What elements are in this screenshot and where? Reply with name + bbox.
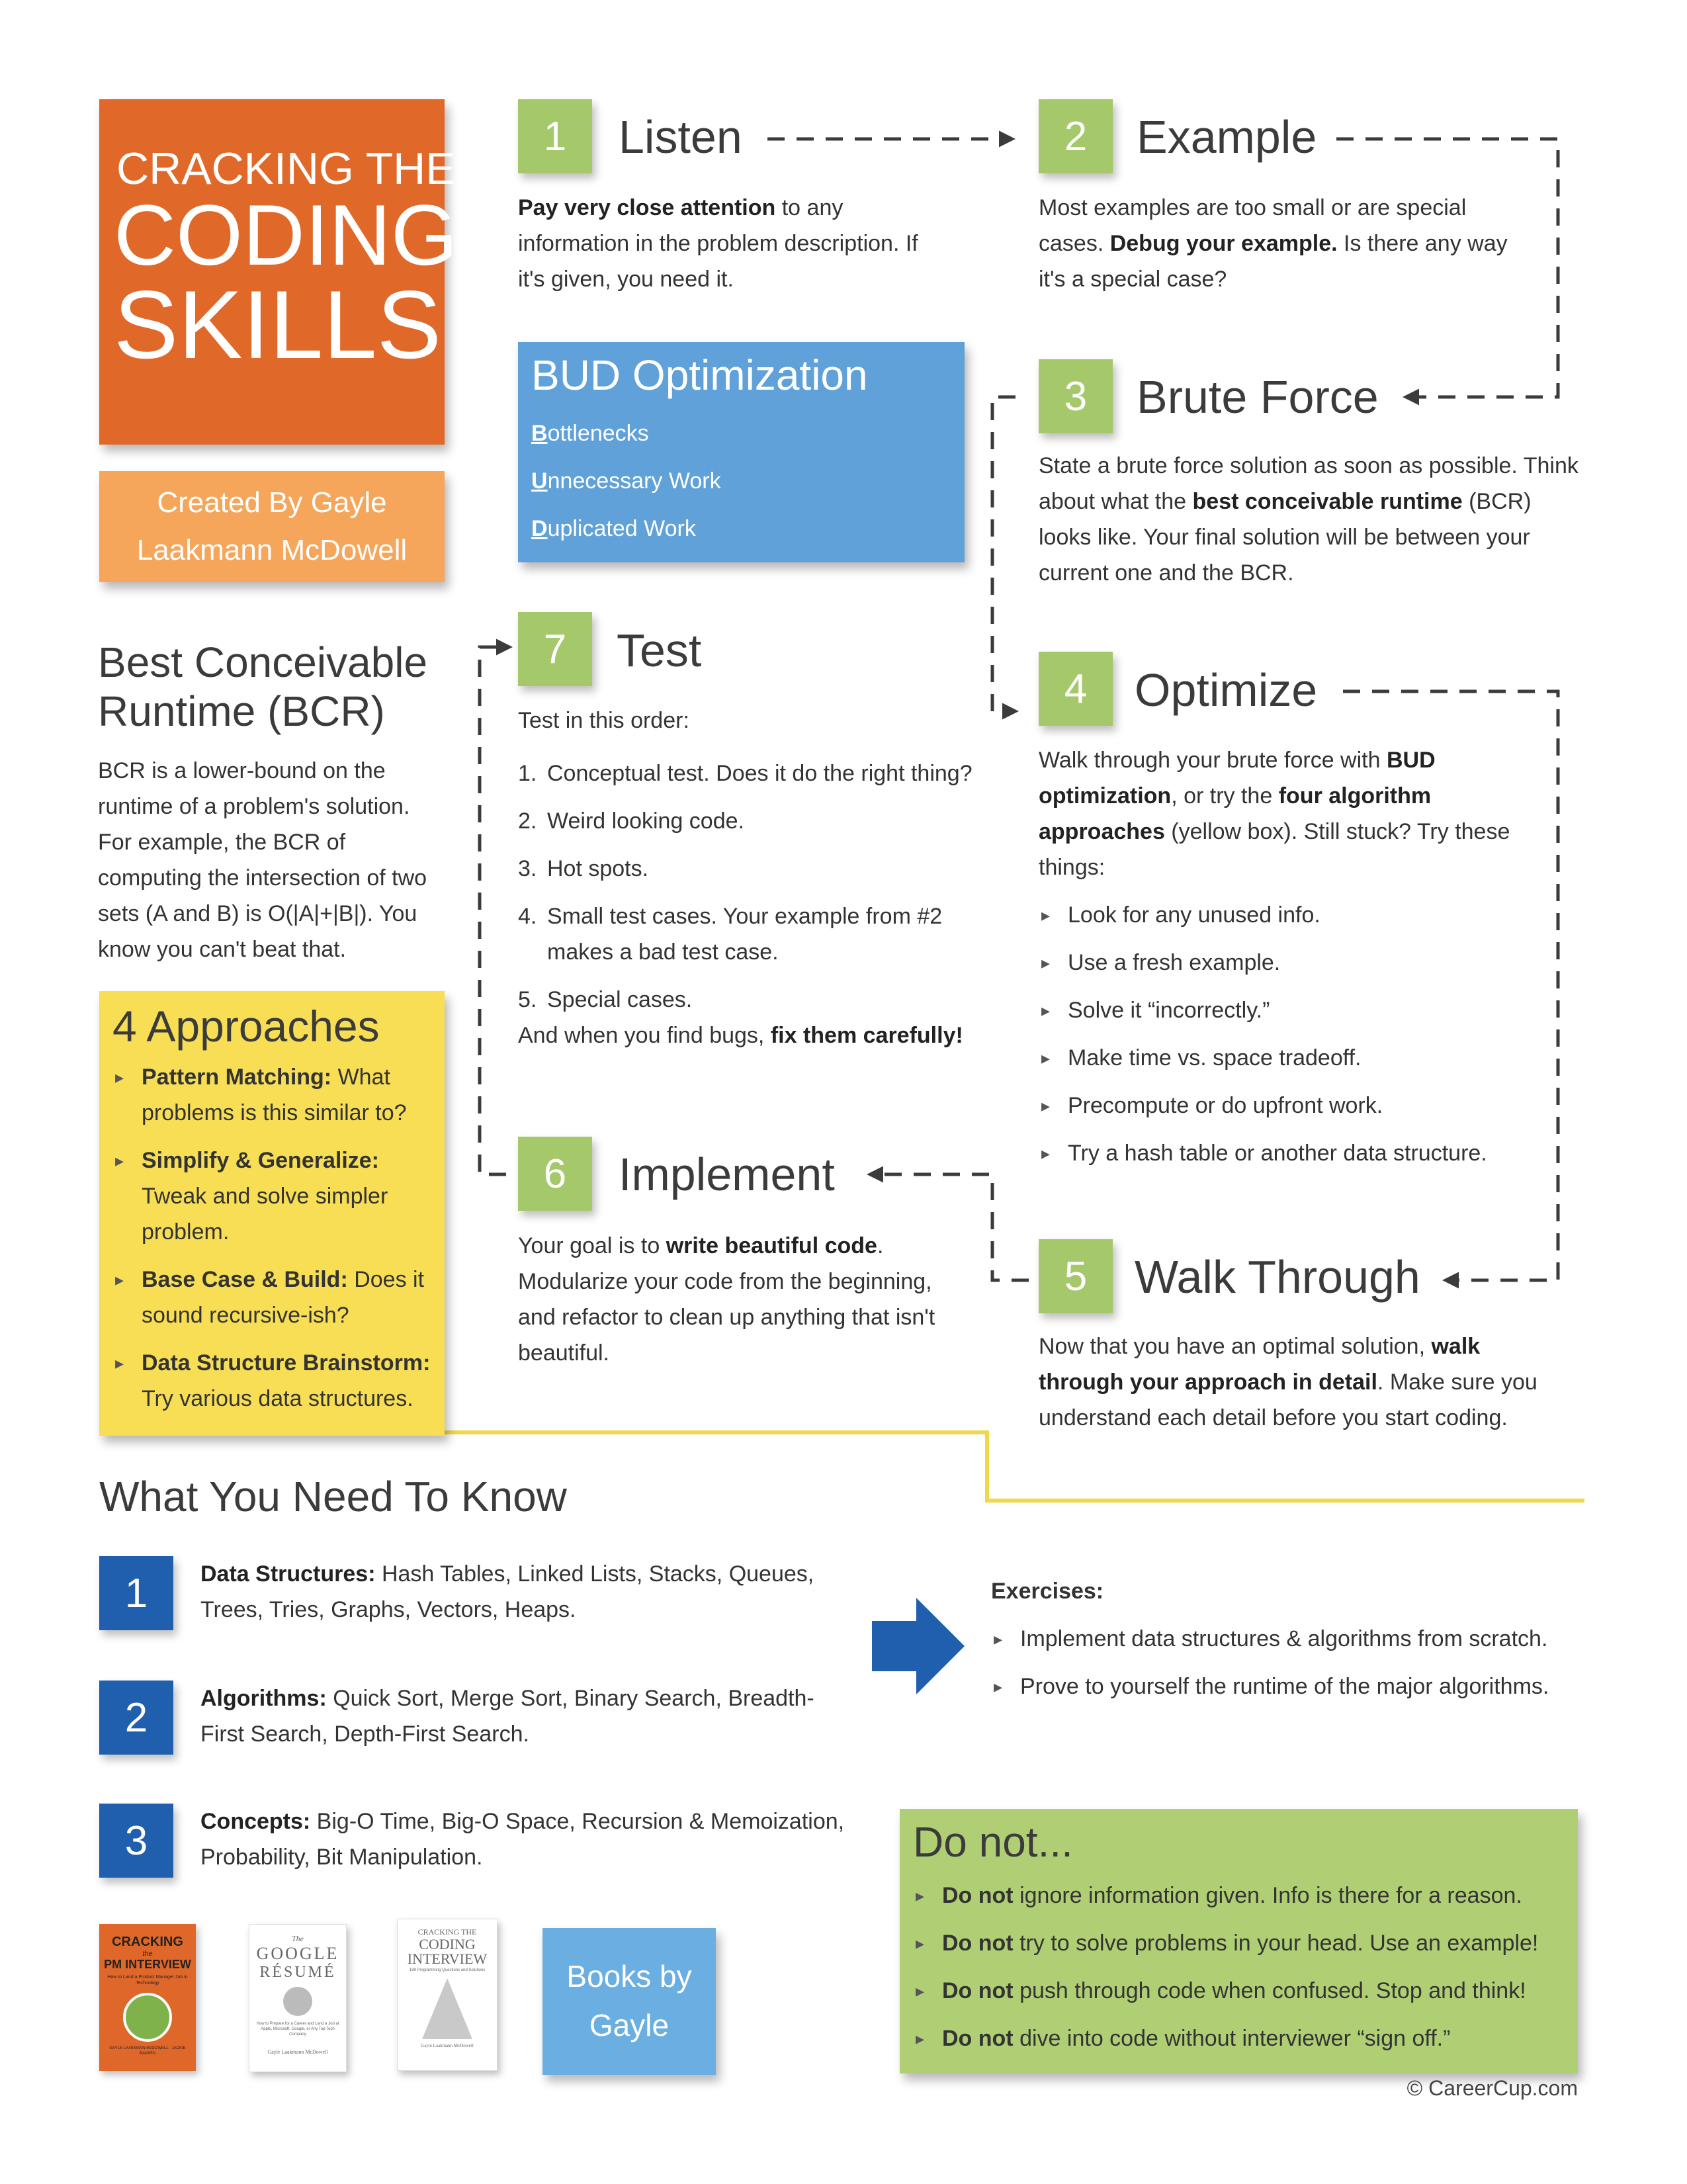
bcr-text: BCR is a lower-bound on the runtime of a problem's solution. For example, the BCR of computing the intersection of two sets (A and B) is O(|A|+|B|). You know you can't beat that. <box>98 758 427 962</box>
book-cover-pm-interview: CRACKING the PM INTERVIEW How to Land a Product Manager Job in Technology GAYLE LAAKMANN McDOWELL · JACKIE BAVARO <box>99 1924 196 2071</box>
step-6-text: Your goal is to write beautiful code. Modularize your code from the beginning, and refactor to clean up anything that isn't beautiful. <box>518 1233 935 1366</box>
title-line-1: CRACKING THE <box>116 144 456 194</box>
step-5-badge: 5 <box>1039 1239 1113 1313</box>
approach-item: ▸ Simplify & Generalize: Tweak and solve simpler problem. <box>112 1143 431 1250</box>
test-item: 2. Weird looking code. <box>518 808 744 834</box>
title-line-2: CODING <box>114 187 458 283</box>
know-badge-1: 1 <box>99 1556 173 1630</box>
book-cover-google-resume: The GOOGLE RÉSUMÉ How to Prepare for a Career and Land a Job at Apple, Microsoft, Google, or Any Top Tech Company Gayle Laakmann McDowell <box>249 1924 347 2072</box>
step-4-text: Walk through your brute force with BUD optimization, or try the four algorithm approaches (yellow box). Still stuck? Try these things: ▸ Look for any unused info. ▸ Use a fresh example. ▸ Solve it “incorrectly.” ▸ Make time vs. space tradeoff. ▸ Precompute or do upfront work. ▸ Try a hash table or another data structure. <box>1039 742 1541 1171</box>
bud-box <box>518 342 965 562</box>
bud-item: Unnecessary Work <box>531 468 721 494</box>
approach-item: ▸ Data Structure Brainstorm: Try various data structures. <box>112 1345 431 1417</box>
tree-illustration-icon <box>422 1978 472 2039</box>
step-2-text: Most examples are too small or are special cases. Debug your example. Is there any way it's a special case? <box>1039 195 1508 292</box>
test-outro: And when you find bugs, fix them carefully! <box>518 1023 963 1048</box>
step-4-title: Optimize <box>1135 664 1318 716</box>
do-not-item: ▸ Do not dive into code without interviewer “sign off.” <box>913 2021 1565 2056</box>
know-badge-3: 3 <box>99 1804 173 1878</box>
title-block <box>99 99 458 445</box>
approach-item: ▸ Pattern Matching: What problems is this similar to? <box>112 1059 431 1131</box>
do-not-item: ▸ Do not ignore information given. Info is there for a reason. <box>913 1878 1565 1913</box>
exercises-block <box>991 1573 1586 1704</box>
test-item: 3. Hot spots. <box>518 856 649 881</box>
exercise-item: ▸ Prove to yourself the runtime of the major algorithms. <box>991 1669 1586 1704</box>
step-6-title: Implement <box>619 1149 835 1200</box>
yellow-divider-line <box>445 1432 1584 1501</box>
know-heading: What You Need To Know <box>99 1473 567 1520</box>
test-item: 5. Special cases. <box>518 987 693 1012</box>
copyright: © CareerCup.com <box>1406 2076 1578 2100</box>
step-3-text: State a brute force solution as soon as possible. Think about what the best conceivable runtime (BCR) looks like. Your final solution will be between your current one and the BCR. <box>1039 453 1579 586</box>
globe-icon <box>283 1987 312 2016</box>
approach-item: ▸ Base Case & Build: Does it sound recursive-ish? <box>112 1262 431 1333</box>
credit-block <box>99 471 445 582</box>
step-6-badge: 6 <box>518 1137 592 1211</box>
know-item-2: Algorithms: Quick Sort, Merge Sort, Binary Search, Breadth-First Search, Depth-First Search. <box>200 1686 814 1747</box>
do-not-item: ▸ Do not try to solve problems in your head. Use an example! <box>913 1925 1565 1961</box>
do-not-box <box>900 1809 1578 2074</box>
arrow-bruteforce-to-optimize <box>992 397 1016 711</box>
know-badge-2: 2 <box>99 1681 173 1755</box>
title-line-3: SKILLS <box>114 271 442 378</box>
bud-heading: BUD Optimization <box>531 351 868 399</box>
step-2-title: Example <box>1137 111 1317 163</box>
blue-arrow-icon <box>872 1598 965 1694</box>
arrow-implement-to-test <box>480 647 509 1174</box>
test-item: 1. Conceptual test. Does it do the right thing? <box>518 761 973 786</box>
exercises-heading: Exercises: <box>991 1579 1104 1604</box>
step-1-title: Listen <box>619 111 742 163</box>
test-item: 4. Small test cases. Your example from #2 makes a bad test case. <box>518 904 943 965</box>
step-4-badge: 4 <box>1039 652 1113 726</box>
optimize-tip: ▸ Try a hash table or another data structure. <box>1039 1135 1541 1171</box>
know-item-3: Concepts: Big-O Time, Big-O Space, Recursion & Memoization, Probability, Bit Manipulation. <box>200 1809 845 1870</box>
bud-item: Duplicated Work <box>531 515 696 541</box>
credit-line-2: Laakmann McDowell <box>136 534 408 566</box>
alarm-clock-icon <box>123 1993 172 2042</box>
optimize-tip: ▸ Use a fresh example. <box>1039 945 1541 981</box>
step-7-text: Test in this order: 1. Conceptual test. Does it do the right thing? 2. Weird looking code. 3. Hot spots. 4. Small test cases. Your example from #2 makes a bad test case. 5. Special cases. And when you find bugs, fix them carefully! <box>518 703 981 1053</box>
step-1-badge: 1 <box>518 99 592 173</box>
do-not-heading: Do not... <box>913 1818 1073 1866</box>
books-by-gayle-box[interactable]: Books by Gayle <box>542 1928 716 2075</box>
step-5-text: Now that you have an optimal solution, walk through your approach in detail. Make sure you understand each detail before you start coding. <box>1039 1334 1537 1430</box>
step-1-text: Pay very close attention to any information in the problem description. If it's given, you need it. <box>518 195 918 292</box>
step-7-title: Test <box>617 625 702 676</box>
optimize-tip: ▸ Make time vs. space tradeoff. <box>1039 1040 1541 1076</box>
approaches-box <box>99 991 445 1436</box>
step-3-title: Brute Force <box>1137 371 1379 423</box>
approaches-heading: 4 Approaches <box>112 1002 380 1051</box>
step-3-badge: 3 <box>1039 359 1113 433</box>
optimize-tip: ▸ Look for any unused info. <box>1039 897 1541 933</box>
step-5-title: Walk Through <box>1135 1251 1420 1303</box>
optimize-tip: ▸ Solve it “incorrectly.” <box>1039 992 1541 1028</box>
step-2-badge: 2 <box>1039 99 1113 173</box>
step-7-badge: 7 <box>518 612 592 686</box>
do-not-item: ▸ Do not push through code when confused. Stop and think! <box>913 1973 1565 2009</box>
optimize-tip: ▸ Precompute or do upfront work. <box>1039 1088 1541 1123</box>
exercise-item: ▸ Implement data structures & algorithms from scratch. <box>991 1621 1586 1657</box>
credit-line-1: Created By Gayle <box>157 486 387 519</box>
bcr-heading: Best Conceivable Runtime (BCR) <box>98 638 428 735</box>
book-cover-cracking-coding-interview: CRACKING THE CODING INTERVIEW 189 Programming Questions and Solutions Gayle Laakmann McDowell <box>397 1919 497 2071</box>
know-item-1: Data Structures: Hash Tables, Linked Lists, Stacks, Queues, Trees, Tries, Graphs, Vectors, Heaps. <box>200 1561 814 1622</box>
bud-item: Bottlenecks <box>531 420 649 446</box>
